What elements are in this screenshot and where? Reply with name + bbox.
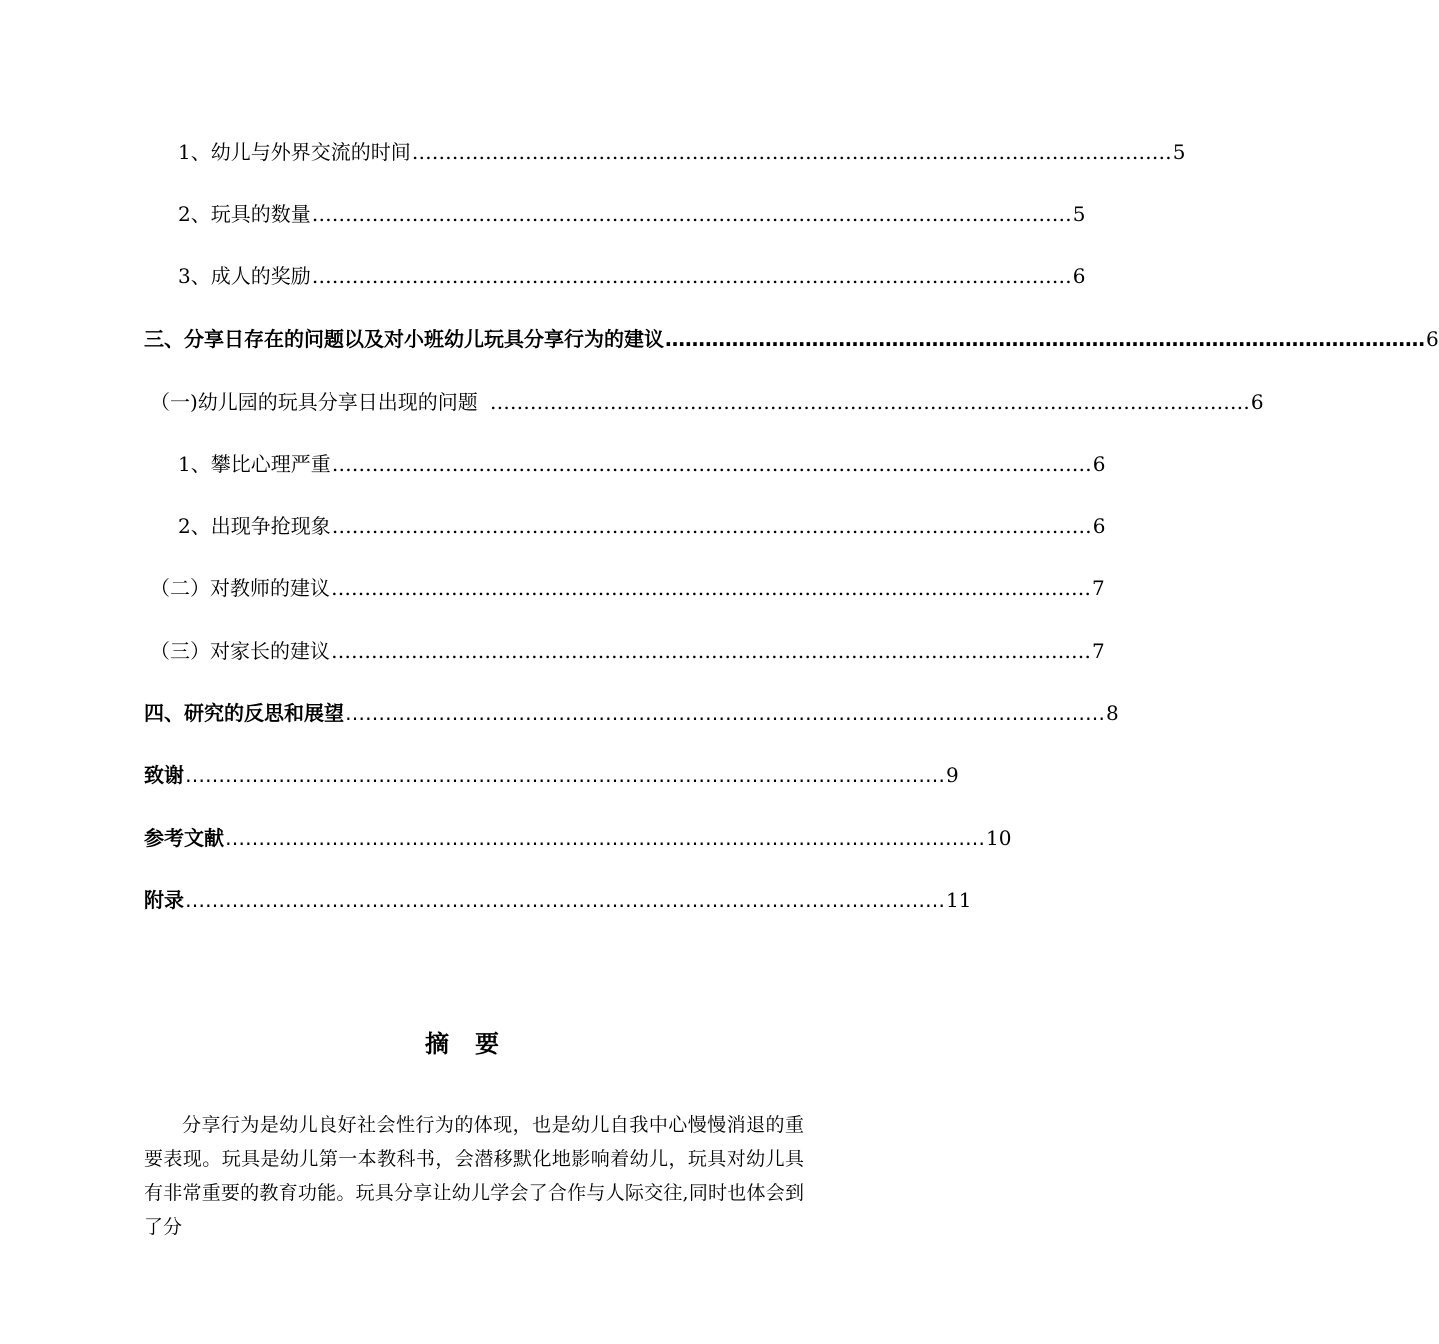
toc-leader-dots: ……………………………………………………………………………………………………: [311, 202, 1072, 226]
toc-entry-chapter: [144, 886, 972, 914]
toc-entry-label: 参考文献: [144, 826, 224, 850]
toc-leader-dots: ……………………………………………………………………………………………………: [411, 140, 1172, 164]
toc-leader-dots: ……………………………………………………………………………………………………: [665, 327, 1425, 351]
toc-leader-dots: ……………………………………………………………………………………………………: [331, 452, 1092, 476]
toc-entry: [178, 262, 1086, 290]
toc-leader-dots: ……………………………………………………………………………………………………: [489, 390, 1250, 414]
toc-leader-dots: ……………………………………………………………………………………………………: [311, 264, 1072, 288]
toc-entry-page: 7: [1092, 639, 1105, 663]
toc-leader-dots: ……………………………………………………………………………………………………: [331, 576, 1091, 600]
toc-entry-label: 附录: [144, 888, 184, 912]
toc-leader-dots: ……………………………………………………………………………………………………: [225, 826, 985, 850]
toc-entry: [150, 574, 1105, 602]
toc-entry-page: 6: [1092, 452, 1106, 476]
toc-entry-label: 三、分享日存在的问题以及对小班幼儿玩具分享行为的建议: [144, 327, 664, 351]
toc-entry: [150, 388, 1264, 416]
abstract-body: 分享行为是幼儿良好社会性行为的体现，也是幼儿自我中心慢慢消退的重要表现。玩具是幼儿第一本教科书，会潜移默化地影响着幼儿，玩具对幼儿具有非常重要的教育功能。玩具分享让幼儿学会了合作与人际交往,同时也体会到了分: [144, 1114, 804, 1238]
toc-entry-page: 5: [1172, 140, 1186, 164]
toc-entry-chapter: [144, 824, 1012, 852]
toc-entry-page: 11: [946, 888, 972, 912]
toc-entry: [178, 138, 1186, 166]
toc-entry-page: 6: [1092, 514, 1106, 538]
toc-entry-chapter: [144, 325, 1439, 353]
toc-entry-label: 2、出现争抢现象: [178, 514, 331, 538]
toc-entry-page: 6: [1426, 327, 1439, 351]
toc-entry: [178, 450, 1106, 478]
toc-entry-label: 2、玩具的数量: [178, 202, 311, 226]
toc-leader-dots: ……………………………………………………………………………………………………: [345, 701, 1105, 725]
toc-entry-label: （三）对家长的建议: [150, 639, 330, 663]
toc-entry-label: （一)幼儿园的玩具分享日出现的问题: [150, 390, 478, 414]
toc-entry: [178, 512, 1106, 540]
toc-entry-page: 9: [946, 763, 959, 787]
toc-entry-page: 7: [1092, 576, 1105, 600]
toc-leader-dots: ……………………………………………………………………………………………………: [331, 514, 1092, 538]
toc-entry-label: 1、攀比心理严重: [178, 452, 331, 476]
toc-entry-chapter: [144, 699, 1119, 727]
abstract-title: 摘要: [425, 1030, 525, 1058]
toc-entry: [150, 637, 1105, 665]
toc-leader-dots: ……………………………………………………………………………………………………: [185, 888, 945, 912]
toc-entry-page: 8: [1106, 701, 1119, 725]
toc-entry-label: 3、成人的奖励: [178, 264, 311, 288]
toc-entry-label: （二）对教师的建议: [150, 576, 330, 600]
toc-entry-page: 6: [1250, 390, 1264, 414]
toc-entry-label: 四、研究的反思和展望: [144, 701, 344, 725]
toc-entry-label: 致谢: [144, 763, 184, 787]
toc-leader-dots: ……………………………………………………………………………………………………: [185, 763, 945, 787]
toc-entry-chapter: [144, 761, 959, 789]
toc-leader-dots: ……………………………………………………………………………………………………: [331, 639, 1091, 663]
toc-entry-page: 5: [1072, 202, 1086, 226]
toc-entry-label: 1、幼儿与外界交流的时间: [178, 140, 411, 164]
toc-entry-page: 6: [1072, 264, 1086, 288]
toc-entry-page: 10: [986, 826, 1012, 850]
toc-entry: [178, 200, 1086, 228]
